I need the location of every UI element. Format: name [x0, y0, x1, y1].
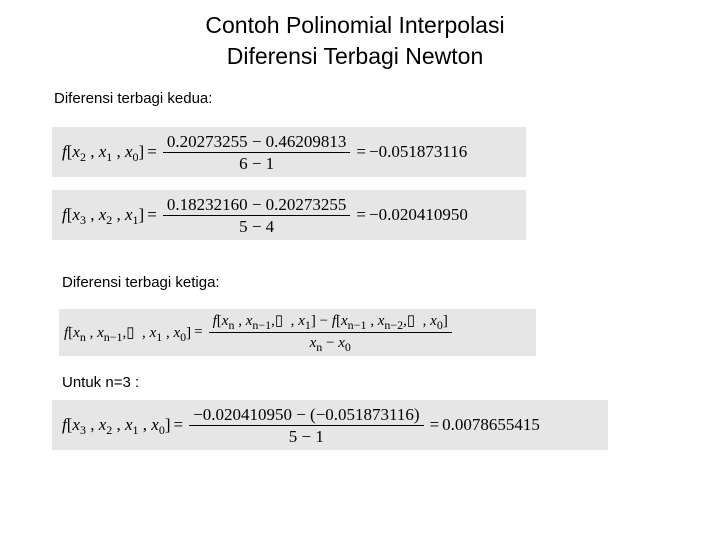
label-second-divided-difference: Diferensi terbagi kedua:: [54, 90, 213, 107]
formula-numerator: 0.20273255 − 0.46209813: [163, 132, 351, 153]
formula-denominator: $x_n - x_0$: [309, 335, 351, 354]
formula-arguments: [$x_3$ , $x_2$ , $x_1$]: [66, 205, 145, 227]
title-line-1: Contoh Polinomial Interpolasi: [205, 12, 505, 38]
formula-function-symbol: f: [62, 205, 67, 224]
formula-third-difference-example: f [$x_3$ , $x_2$ , $x_1$ , $x_0$] = $\frac{-0.020410950 - (-0.051873116)}{5 - 1}$ = 0.0078655415: [52, 400, 608, 450]
formula-numerator: $f[x_n$ , $x_{n-1},▯$ , $x_1] - f[x_{n-1}$ , $x_{n-2},▯$ , $x_0$]: [209, 312, 452, 333]
formula-second-difference-1: f [$x_2$ , $x_1$ , $x_0$] = $\frac{0.20273255 - 0.46209813}{6 - 1}$ = −0.051873116: [52, 127, 526, 177]
label-third-divided-difference: Diferensi terbagi ketiga:: [62, 274, 220, 291]
formula-result: −0.051873116: [369, 142, 468, 161]
page-title: [0, 10, 710, 72]
formula-function-symbol: f: [62, 142, 67, 161]
formula-third-difference-general: $f[x_n$ , $x_{n-1},▯$ , $x_1$ , $x_0$] = $\frac{f[x_n , x_{n-1},▯ , x_1] - f[x_{n-1} , x_{n-2},▯ , x_0]}{x_n - x_0}$: [59, 309, 536, 356]
formula-denominator: 5 − 1: [288, 426, 324, 446]
formula-result: 0.0078655415: [442, 415, 540, 434]
formula-second-difference-2: f [$x_3$ , $x_2$ , $x_1$] = $\frac{0.18232160 - 0.20273255}{5 - 4}$ = −0.020410950: [52, 190, 526, 240]
formula-denominator: 6 − 1: [239, 153, 275, 173]
formula-fraction: [163, 195, 351, 236]
formula-fraction: [209, 312, 452, 353]
formula-function-symbol: f: [62, 415, 67, 434]
formula-arguments: [$x_2$ , $x_1$ , $x_0$]: [66, 142, 145, 164]
formula-arguments: [$x_3$ , $x_2$ , $x_1$ , $x_0$]: [66, 415, 171, 437]
label-example: Untuk n=3 :: [62, 374, 140, 391]
formula-fraction: [189, 405, 423, 446]
formula-numerator: 0.18232160 − 0.20273255: [163, 195, 351, 216]
formula-fraction: [163, 132, 351, 173]
formula-result: −0.020410950: [369, 205, 468, 224]
formula-lhs: $f[x_n$ , $x_{n-1},▯$ , $x_1$ , $x_0$]: [64, 325, 192, 344]
formula-denominator: 5 − 4: [239, 216, 275, 236]
title-line-2: Diferensi Terbagi Newton: [226, 43, 484, 69]
formula-numerator: −0.020410950 − (−0.051873116): [189, 405, 423, 426]
